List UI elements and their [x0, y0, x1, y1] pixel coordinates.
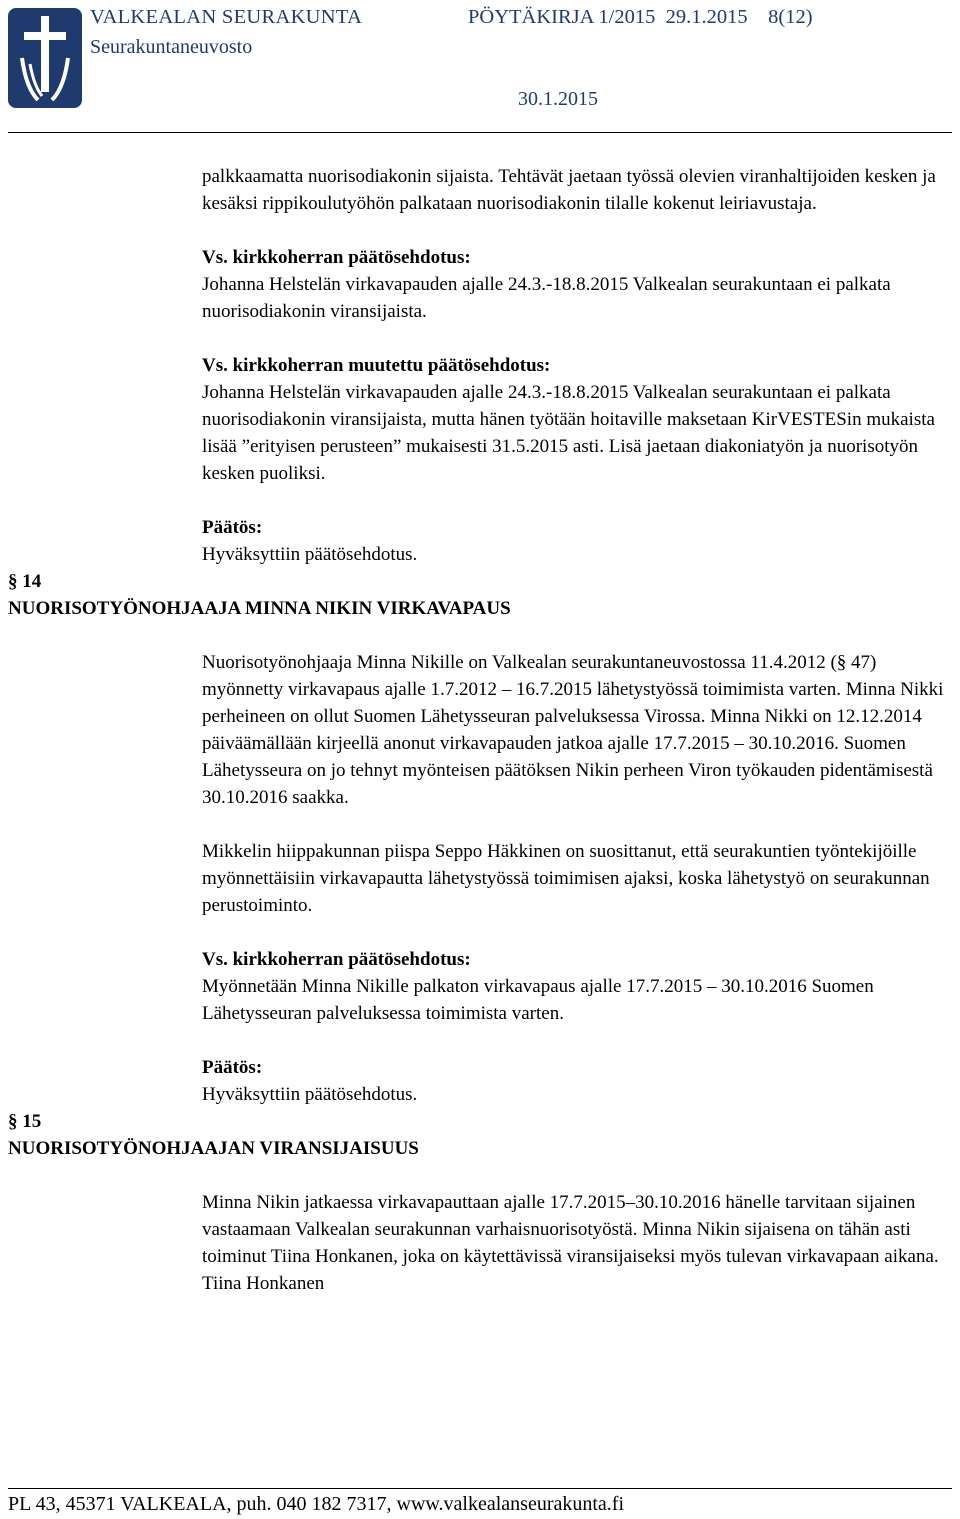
footer-divider [8, 1488, 952, 1489]
section-14-paragraph-2: Mikkelin hiippakunnan piispa Seppo Häkkinen on suosittanut, että seurakuntien työntekijöille myönnettäisiin virkavapautta lähetystyössä toimimisen ajaksi, koska lähetystyö on seurakunnan perustoiminto. [202, 841, 930, 916]
section-15-number: § 15 [8, 1111, 42, 1132]
amended-proposal-heading: Vs. kirkkoherran muutettu päätösehdotus: [202, 355, 551, 376]
document-body [0, 163, 960, 1297]
section-14-block [202, 649, 952, 1108]
section-15-title: NUORISOTYÖNOHJAAJAN VIRANSIJAISUUS [8, 1138, 419, 1159]
section-14-paragraph-1: Nuorisotyönohjaaja Minna Nikille on Valkealan seurakuntaneuvostossa 11.4.2012 (§ 47) myönnetty virkavapaus ajalle 1.7.2012 – 16.7.2015 lähetystyössä toimimista varten. Minna Nikki perheineen on ollut Suomen Lähetysseuran palveluksessa Virossa. Minna Nikki on 12.12.2014 päiväämällään kirjeellä anonut virkavapauden jatkoa ajalle 17.7.2015 – 30.10.2016. Suomen Lähetysseura on jo tehnyt myönteisen päätöksen Nikin perheen Viron työkauden pidentämisestä 30.10.2016 saakka. [202, 652, 944, 808]
footer-contact: PL 43, 45371 VALKEALA, puh. 040 182 7317, www.valkealanseurakunta.fi [8, 1493, 625, 1515]
section-14-number: § 14 [8, 571, 42, 592]
organization-name: VALKEALAN SEURAKUNTA [90, 6, 363, 28]
section-15-block [202, 1189, 952, 1297]
document-info [468, 4, 813, 31]
page-number: 8(12) [768, 6, 813, 28]
intro-block [202, 163, 952, 568]
section-14-decision-heading: Päätös: [202, 1057, 263, 1078]
section-14-decision-text: Hyväksyttiin päätösehdotus. [202, 1084, 418, 1105]
header-divider [8, 132, 952, 133]
meeting-date: 29.1.2015 [665, 6, 748, 28]
section-14-proposal-heading: Vs. kirkkoherran päätösehdotus: [202, 949, 471, 970]
proposal-text: Johanna Helstelän virkavapauden ajalle 24.3.-18.8.2015 Valkealan seurakuntaan ei palkata nuorisodiakonin viransijaista. [202, 274, 891, 322]
continuation-paragraph: palkkaamatta nuorisodiakonin sijaista. Tehtävät jaetaan työssä olevien viranhaltijoiden kesken ja kesäksi rippikoulutyöhön palkataan nuorisodiakonin tilalle kokenut leiriavustaja. [202, 166, 936, 214]
church-logo-icon [8, 8, 82, 108]
proposal-heading: Vs. kirkkoherran päätösehdotus: [202, 247, 471, 268]
section-14-title: NUORISOTYÖNOHJAAJA MINNA NIKIN VIRKAVAPAUS [8, 598, 511, 619]
amended-proposal-text: Johanna Helstelän virkavapauden ajalle 24.3.-18.8.2015 Valkealan seurakuntaan ei palkata nuorisodiakonin viransijaista, mutta hänen työtään hoitaville maksetaan KirVESTESin mukaista lisää ”erityisen perusteen” mukaisesti 31.5.2015 asti. Lisä jaetaan diakoniatyön ja nuorisotyön kesken puoliksi. [202, 382, 935, 484]
decision-heading: Päätös: [202, 517, 263, 538]
document-date: 30.1.2015 [518, 88, 598, 110]
section-15-paragraph-1: Minna Nikin jatkaessa virkavapauttaan ajalle 17.7.2015–30.10.2016 hänelle tarvitaan sijainen vastaamaan Valkealan seurakunnan varhaisnuorisotyöstä. Minna Nikin sijaisena on tähän asti toiminut Tiina Honkanen, joka on käytettävissä viransijaiseksi myös tulevan virkavapaan aikana. Tiina Honkanen [202, 1192, 939, 1294]
decision-text: Hyväksyttiin päätösehdotus. [202, 544, 418, 565]
section-14-proposal-text: Myönnetään Minna Nikille palkaton virkavapaus ajalle 17.7.2015 – 30.10.2016 Suomen Lähetysseuran palveluksessa toimimista varten. [202, 976, 874, 1024]
page-header [90, 4, 952, 130]
document-type: PÖYTÄKIRJA 1/2015 [468, 6, 656, 28]
body-name: Seurakuntaneuvosto [90, 36, 253, 58]
